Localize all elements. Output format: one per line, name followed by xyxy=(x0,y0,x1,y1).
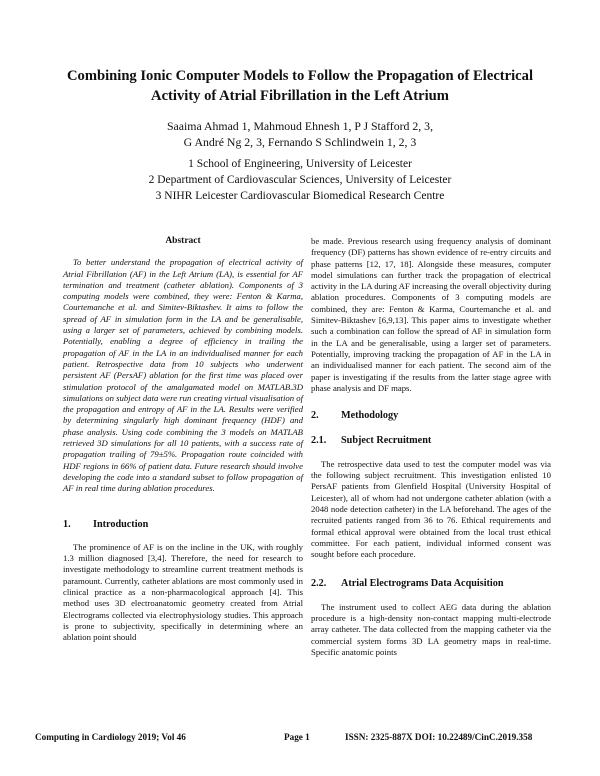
subsection-heading-aeg-acquisition xyxy=(311,578,551,589)
introduction-continued-text: be made. Previous research using frequency analysis of dominant frequency (DF) patterns has shown evidence of re-entry circuits and phase patterns [12, 17, 18]. Alongside these measures, computer model simulations can further track the propagation of electrical activity in the LA during AF increasing the overall objectivity during ablation procedures. Components of 3 computing models are combined, they are: Fenton & Karma, Courtemanche et al. and Simitev-Biktashev [6,9,13]. This paper aims to investigate whether such a combination can follow the spread of AF in simulation form in the LA and be generalisable, using a larger set of parameters. Potentially, improving tracking the propagation of AF in the LA in an individualised manner for each patient. The second aim of the paper is investigating if the results from the latter stage agree with phase analysis and DF maps. xyxy=(311,236,551,393)
aeg-acquisition-text: The instrument used to collect AEG data during the ablation procedure is a high-density non-contact mapping multi-electrode array catheter. The data collected from the mapping catheter via the commercial system forms 3D LA geometry maps in real-time. Specific anatomic points xyxy=(311,601,551,657)
subsection-title: Atrial Electrograms Data Acquisition xyxy=(341,578,504,590)
section-number: 2. xyxy=(311,410,319,422)
author-list xyxy=(120,118,480,150)
affiliation-3: 3 NIHR Leicester Cardiovascular Biomedical Research Centre xyxy=(155,190,445,202)
right-column xyxy=(311,236,551,658)
introduction-text: The prominence of AF is on the incline in the UK, with roughly 1.3 million diagnosed [3,4]. Therefore, the need for research to investigate methodology to streamline current treatment methods is paramount. Currently, catheter ablations are most commonly used in clinical practice as a non-pharmacological approach [4]. This method uses 3D electroanatomic geometry created from Atrial Electrograms collected via electrophysiology studies. This approach is prone to subjectivity, specifically in determining where an ablation point should xyxy=(63,541,303,643)
affiliations xyxy=(80,156,520,204)
paper-title-line-1: Combining Ionic Computer Models to Follow the Propagation of Electrical xyxy=(66,68,534,84)
subsection-heading-subject-recruitment xyxy=(311,435,551,446)
footer-page-number: Page 1 xyxy=(284,732,310,742)
page-footer xyxy=(30,732,570,746)
section-number: 1. xyxy=(63,518,71,530)
subsection-number: 2.2. xyxy=(311,578,327,590)
abstract-heading: Abstract xyxy=(165,236,201,246)
section-heading-methodology xyxy=(311,410,551,421)
section-heading-introduction xyxy=(63,519,303,530)
subsection-title: Subject Recruitment xyxy=(341,435,432,447)
authors-line-1: Saaima Ahmad 1, Mahmoud Ehnesh 1, P J Stafford 2, 3, xyxy=(166,119,434,133)
affiliation-1: 1 School of Engineering, University of Leicester xyxy=(188,158,412,170)
subject-recruitment-text: The retrospective data used to test the computer model was via the following subject recruitment. This investigation enlisted 10 PersAF patients from Glenfield Hospital (University Hospital of Leicester), all of whom had not undergone catheter ablation (with a 2048 node detection catheter) in the LA beforehand. The ages of the recruited patients ranged from 36 to 76. Ethical requirements and formal ethical approval were obtained from the local trust ethical committee. For each patient, individual informed consent was sought before each procedure. xyxy=(311,458,551,560)
section-title: Introduction xyxy=(93,518,149,530)
paper-title xyxy=(60,66,540,106)
subsection-number: 2.1. xyxy=(311,435,327,447)
footer-issn-doi: ISSN: 2325-887X DOI: 10.22489/CinC.2019.358 xyxy=(345,732,533,742)
footer-journal: Computing in Cardiology 2019; Vol 46 xyxy=(35,732,186,742)
left-column xyxy=(63,236,303,644)
authors-line-2: G André Ng 2, 3, Fernando S Schlindwein 1, 2, 3 xyxy=(183,135,417,149)
affiliation-2: 2 Department of Cardiovascular Sciences, University of Leicester xyxy=(148,174,452,186)
paper-title-line-2: Activity of Atrial Fibrillation in the Left Atrium xyxy=(151,88,449,104)
abstract-text: To better understand the propagation of electrical activity of Atrial Fibrillation (AF) in the Left Atrium (LA), is essential for AF termination and treatment (catheter ablation). Components of 3 computing models were combined, they were: Fenton & Karma, Courtemanche et al. and Simitev-Biktashev. It aims to follow the spread of AF in simulation form in the LA and be generalisable, using a larger set of parameters, achieved by combining models. Potentially, enabling a degree of efficiency in trailing the propagation of AF in the LA in an individualised manner for each patient. Retrospective data from 10 subjects who underwent persistent AF (PersAF) ablation for the first time was placed over stimulation protocol of the amalgamated model on MATLAB.3D simulations on subject data were run creating virtual visualisation of the propagation and entropy of AF in the LA. Results were verified by determining singularly high dominant frequency (HDF) and phase analysis. Using code combining the 3 models on MATLAB retrieved 3D simulations for all 10 patients, with a success rate of propagation trailing of 79±5%. Propagation route coincided with HDF regions in 66% of patient data. Future research should involve developing the code into a standard subset to follow propagation of AF in real time during ablation procedures. xyxy=(63,257,303,494)
section-title: Methodology xyxy=(341,410,399,422)
